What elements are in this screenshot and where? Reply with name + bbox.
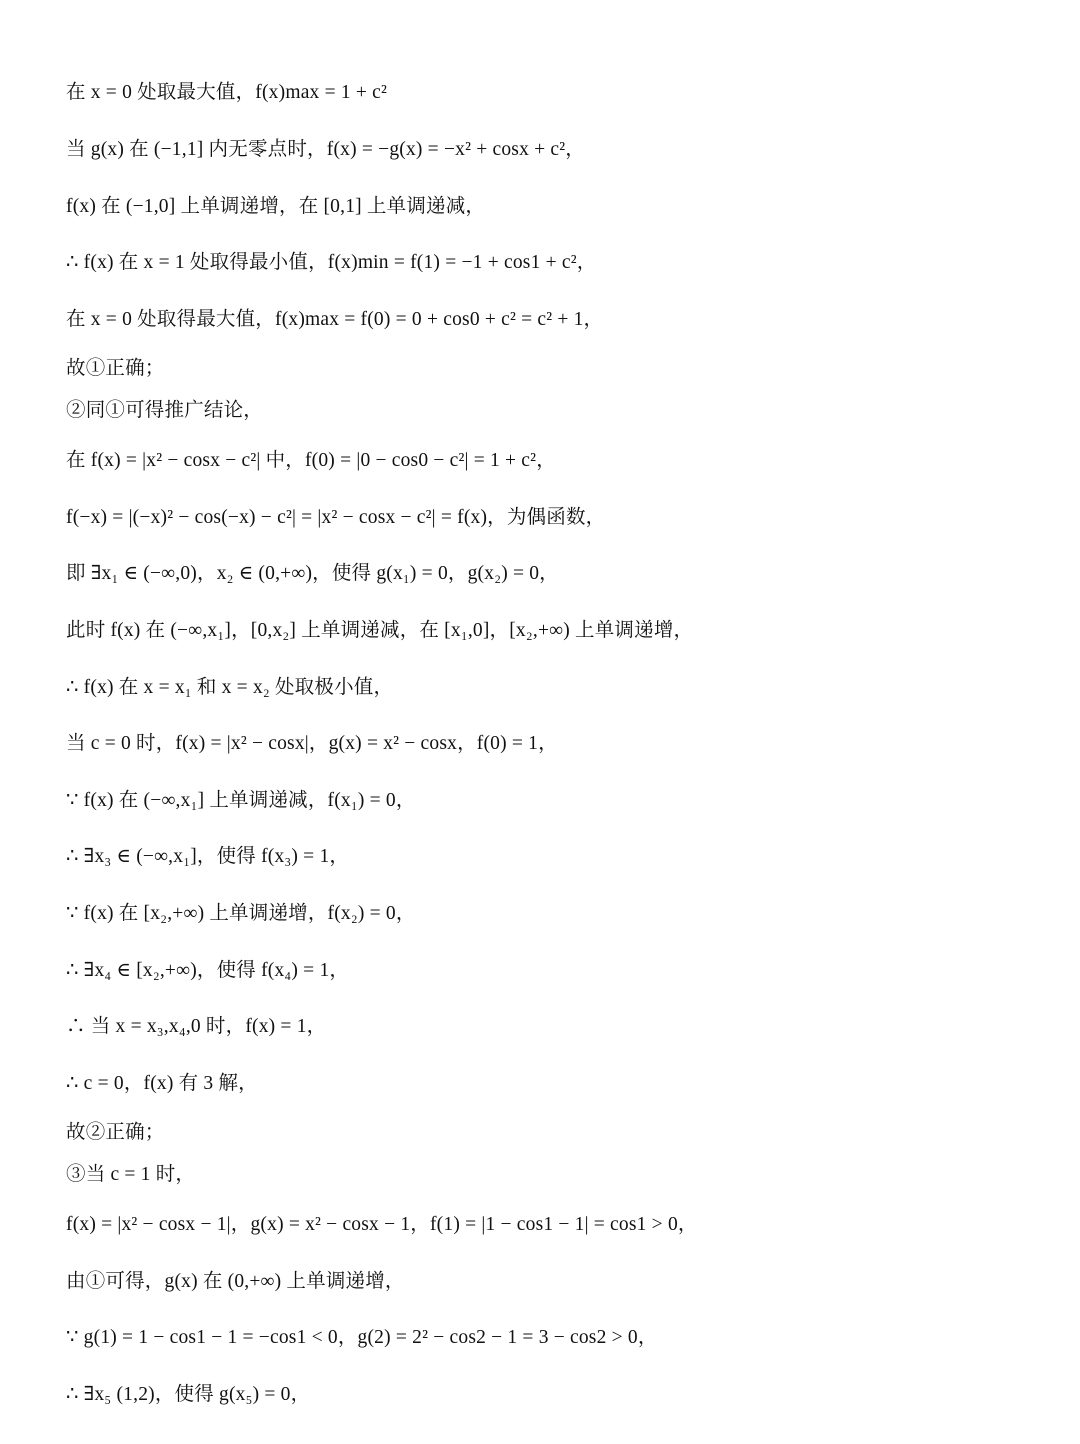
text-line: ∴ f(x) 在 x = x₁ 和 x = x₂ 处取极小值， bbox=[66, 677, 394, 698]
text-line: 在 x = 0 处取得最大值，f(x)max = f(0) = 0 + cos0 + c² = c² + 1， bbox=[66, 309, 604, 330]
text-line: ∴ c = 0，f(x) 有 3 解， bbox=[66, 1073, 258, 1094]
text-line: ③当 c = 1 时， bbox=[66, 1164, 196, 1185]
text-line: ②同①可得推广结论， bbox=[66, 400, 264, 421]
text-line: 由①可得，g(x) 在 (0,+∞) 上单调递增， bbox=[66, 1271, 405, 1292]
text-line: 此时 f(x) 在 (−∞,x₁]，[0,x₂] 上单调递减，在 [x₁,0]，[x₂,+∞) 上单调递增， bbox=[66, 620, 694, 641]
text-line: 故①正确； bbox=[66, 358, 165, 379]
text-line: ∴ ∃x₃ ∈ (−∞,x₁]，使得 f(x₃) = 1， bbox=[66, 846, 350, 867]
text-line: 当 c = 0 时，f(x) = |x² − cosx|，g(x) = x² − cosx，f(0) = 1， bbox=[66, 733, 558, 754]
text-line: 即 ∃x₁ ∈ (−∞,0)，x₂ ∈ (0,+∞)，使得 g(x₁) = 0，g(x₂) = 0， bbox=[66, 563, 559, 584]
text-line: ∴ 当 x = x₃,x₄,0 时，f(x) = 1， bbox=[66, 1016, 327, 1037]
text-line: ∵ f(x) 在 (−∞,x₁] 上单调递减，f(x₁) = 0， bbox=[66, 790, 416, 811]
text-line: f(x) = |x² − cosx − 1|，g(x) = x² − cosx − 1，f(1) = |1 − cos1 − 1| = cos1 > 0， bbox=[66, 1214, 698, 1235]
text-line: 故②正确； bbox=[66, 1122, 165, 1143]
text-line: 在 x = 0 处取最大值，f(x)max = 1 + c² bbox=[66, 82, 388, 103]
text-line: f(x) 在 (−1,0] 上单调递增，在 [0,1] 上单调递减， bbox=[66, 196, 486, 217]
text-line: ∴ ∃x₅ (1,2)，使得 g(x₅) = 0， bbox=[66, 1384, 311, 1405]
text-line: 在 f(x) = |x² − cosx − c²| 中，f(0) = |0 − cos0 − c²| = 1 + c²， bbox=[66, 450, 556, 471]
text-line: ∴ ∃x₄ ∈ [x₂,+∞)，使得 f(x₄) = 1， bbox=[66, 960, 350, 981]
text-line: ∴ f(x) 在 x = 1 处取得最小值，f(x)min = f(1) = −1 + cos1 + c²， bbox=[66, 252, 597, 273]
text-line: 当 g(x) 在 (−1,1] 内无零点时，f(x) = −g(x) = −x² + cosx + c²， bbox=[66, 139, 585, 160]
text-line: ∵ f(x) 在 [x₂,+∞) 上单调递增，f(x₂) = 0， bbox=[66, 903, 416, 924]
text-line: f(−x) = |(−x)² − cos(−x) − c²| = |x² − cosx − c²| = f(x)，为偶函数， bbox=[66, 507, 606, 528]
text-line: ∵ g(1) = 1 − cos1 − 1 = −cos1 < 0，g(2) = 2² − cos2 − 1 = 3 − cos2 > 0， bbox=[66, 1327, 658, 1348]
